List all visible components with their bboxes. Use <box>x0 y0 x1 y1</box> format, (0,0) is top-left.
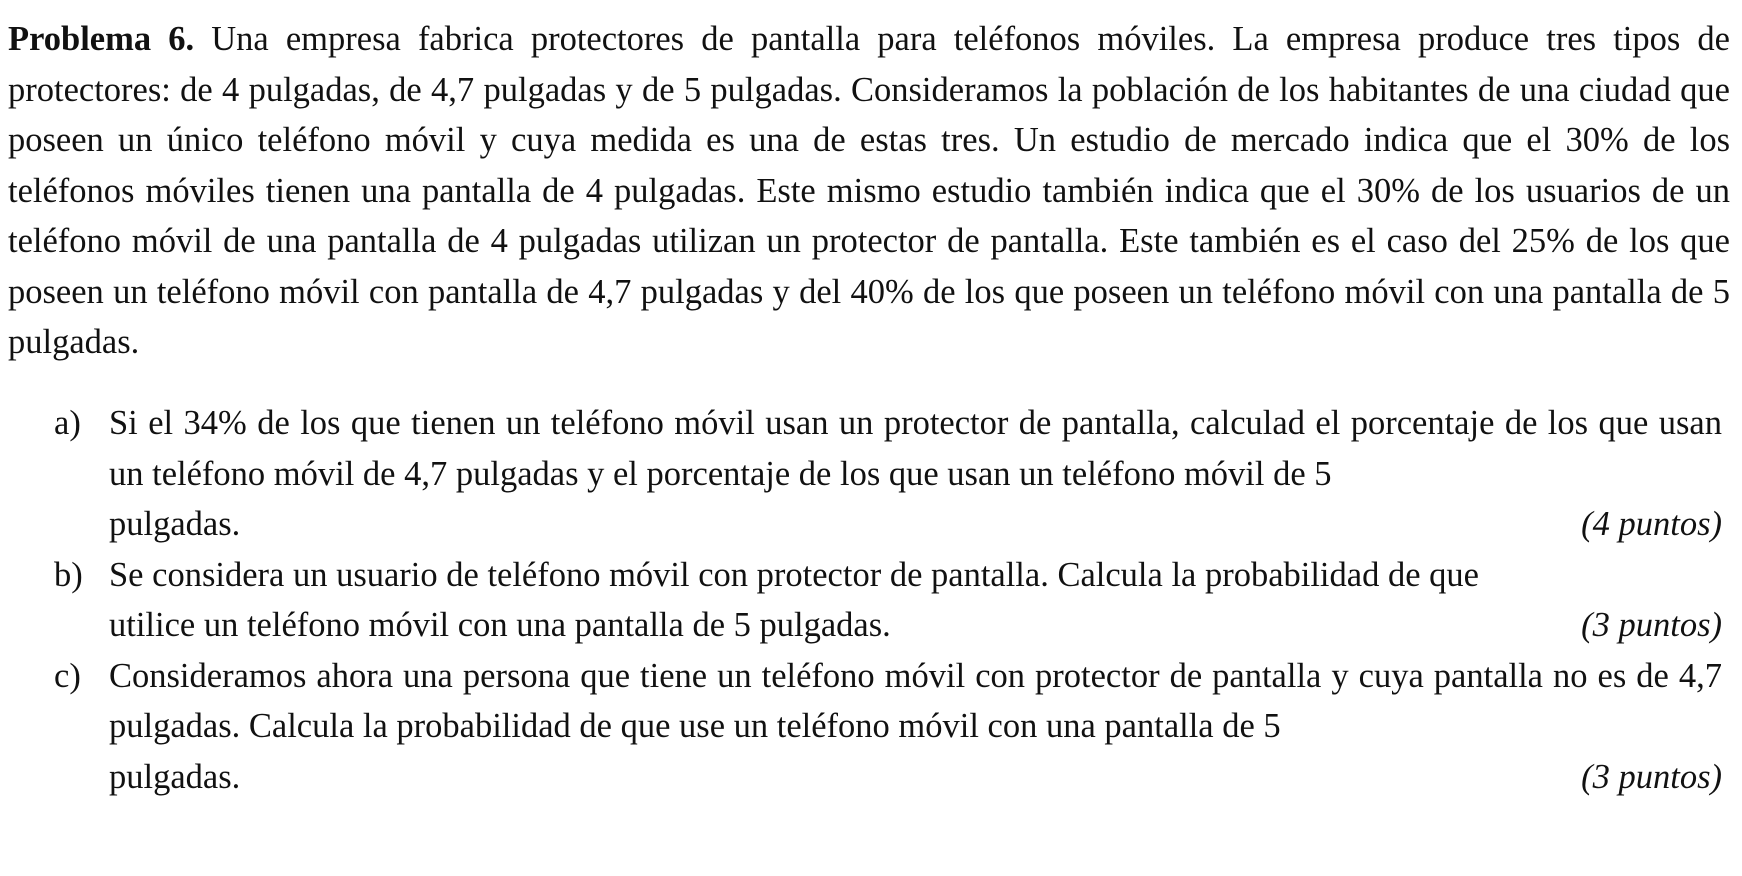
part-c-last-text: pulgadas. <box>109 757 241 796</box>
part-a-text: Si el 34% de los que tienen un teléfono móvil usan un protector de pantalla, calculad el porcentaje de los que usan un teléfono móvil de 4,7 pulgadas y el porcentaje de los que usan un teléfono móvil de 5 <box>109 404 1722 493</box>
part-a-last-line <box>109 499 1722 550</box>
part-a-points: (4 puntos) <box>1581 505 1722 543</box>
part-b-marker: b) <box>54 555 83 594</box>
part-b-last-line <box>109 600 1722 651</box>
question-parts <box>54 398 1722 802</box>
question-part-a <box>54 398 1722 550</box>
part-b-last-text: utilice un teléfono móvil con una pantalla de 5 pulgadas. <box>109 606 891 644</box>
part-b-text: Se considera un usuario de teléfono móvil con protector de pantalla. Calcula la probabilidad de que <box>109 555 1479 594</box>
problem-statement <box>8 14 1730 368</box>
part-c-text: Consideramos ahora una persona que tiene un teléfono móvil con protector de pantalla y cuya pantalla no es de 4,7 pulgadas. Calcula la probabilidad de que use un teléfono móvil con una pantalla de 5 <box>109 656 1722 745</box>
problem-heading: Problema 6. <box>8 20 195 58</box>
question-part-c <box>54 651 1722 803</box>
part-a-marker: a) <box>54 404 81 442</box>
part-c-last-line <box>109 752 1722 803</box>
problem-text: Una empresa fabrica protectores de pantalla para teléfonos móviles. La empresa produce tres tipos de protectores: de 4 pulgadas, de 4,7 pulgadas y de 5 pulgadas. Consideramos la población de los habitantes de una ciudad que poseen un único teléfono móvil y cuya medida es una de estas tres. Un estudio de mercado indica que el 30% de los teléfonos móviles tienen una pantalla de 4 pulgadas. Este mismo estudio también indica que el 30% de los usuarios de un teléfono móvil de una pantalla de 4 pulgadas utilizan un protector de pantalla. Este también es el caso del 25% de los que poseen un teléfono móvil con pantalla de 4,7 pulgadas y del 40% de los que poseen un teléfono móvil con una pantalla de 5 pulgadas. <box>8 20 1730 361</box>
part-a-last-text: pulgadas. <box>109 505 241 543</box>
part-c-marker: c) <box>54 656 81 695</box>
question-part-b <box>54 550 1722 651</box>
part-c-points: (3 puntos) <box>1581 757 1722 796</box>
part-b-points: (3 puntos) <box>1581 606 1722 644</box>
problem-page <box>8 14 1730 368</box>
